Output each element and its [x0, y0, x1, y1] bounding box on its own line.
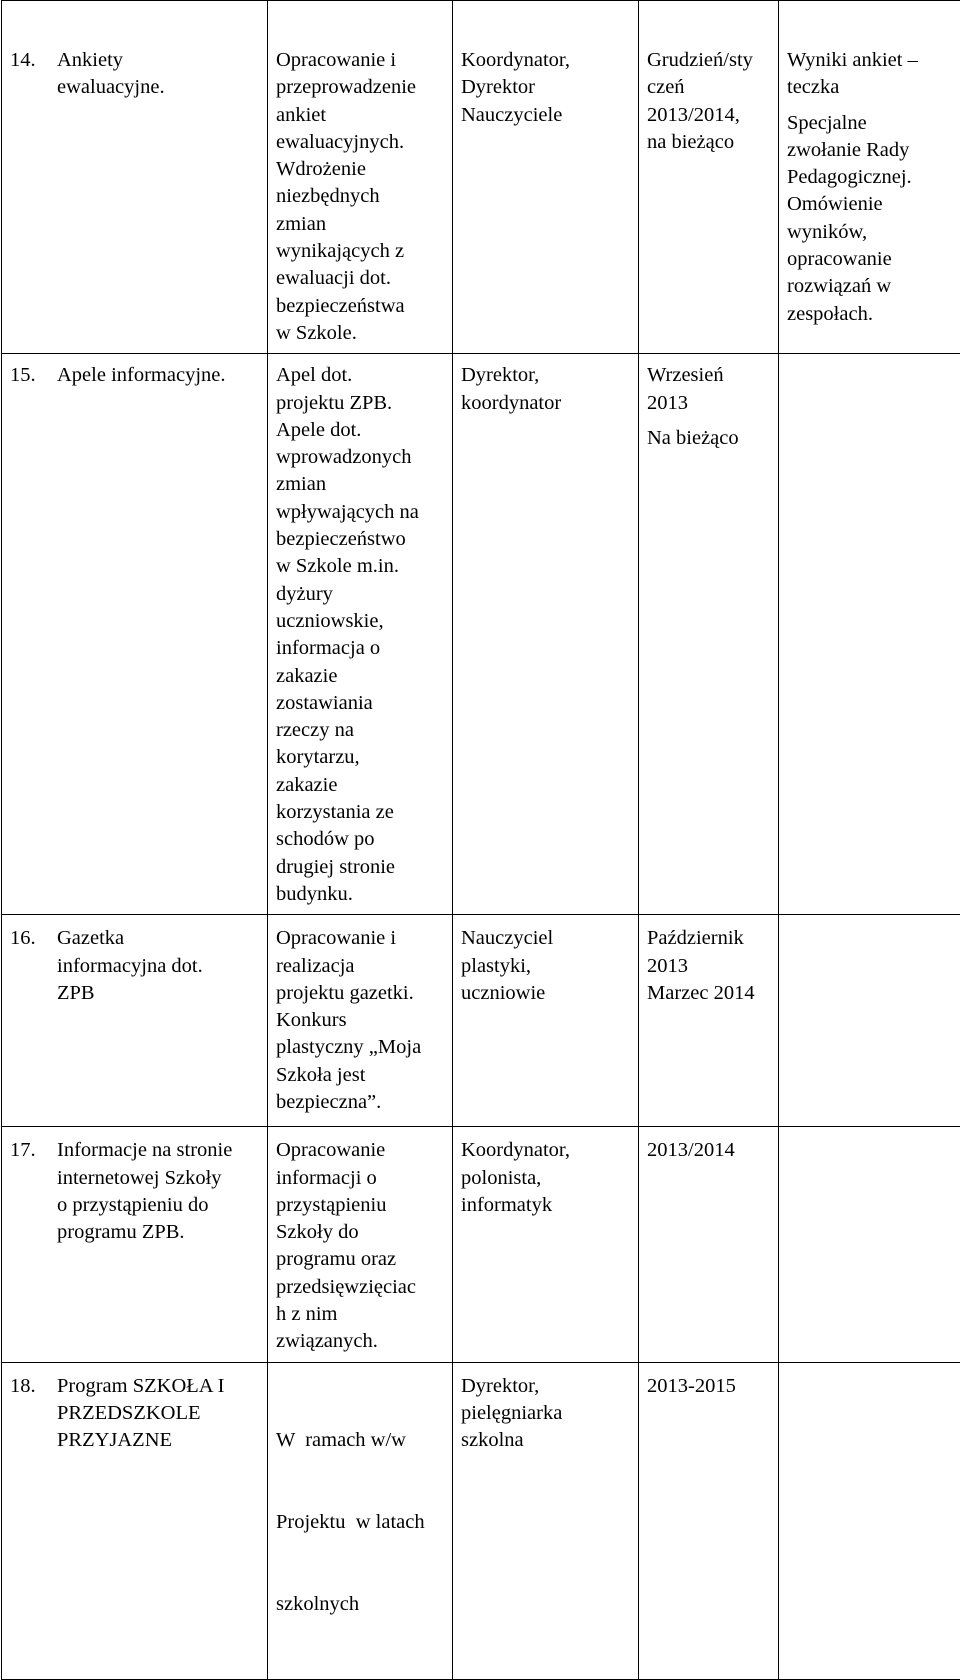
- actions-text: ewaluacji dot.: [276, 265, 444, 292]
- responsible-cell: [453, 1, 639, 354]
- responsible-text: koordynator: [461, 390, 630, 417]
- evaluation-text: opracowanie: [787, 246, 952, 273]
- responsible-text: polonista,: [461, 1165, 630, 1192]
- row-number: 18.: [10, 1373, 57, 1455]
- table-row: [2, 1127, 960, 1362]
- evaluation-cell: [779, 1362, 960, 1679]
- actions-text: w Szkole m.in.: [276, 553, 444, 580]
- row-number: 16.: [10, 925, 57, 1007]
- actions-text: informacji o: [276, 1165, 444, 1192]
- deadline-text: czeń: [647, 74, 770, 101]
- evaluation-text: Specjalne: [787, 110, 952, 137]
- actions-text: uczniowskie,: [276, 608, 444, 635]
- actions-text: projektu ZPB.: [276, 390, 444, 417]
- responsible-cell: [453, 915, 639, 1127]
- actions-text: realizacja: [276, 953, 444, 980]
- task-text: informacyjna dot.: [57, 953, 259, 980]
- task-text: internetowej Szkoły: [57, 1165, 259, 1192]
- evaluation-cell: [779, 915, 960, 1127]
- responsible-text: Dyrektor,: [461, 1373, 630, 1400]
- responsible-cell: [453, 1127, 639, 1362]
- responsible-text: pielęgniarka: [461, 1400, 630, 1427]
- evaluation-cell: [779, 354, 960, 915]
- deadline-text: Marzec 2014: [647, 980, 770, 1007]
- actions-text: Szkoła jest: [276, 1062, 444, 1089]
- evaluation-text: wyników,: [787, 219, 952, 246]
- task-cell: [2, 1, 268, 354]
- actions-text: bezpieczeństwa: [276, 293, 444, 320]
- responsible-text: Dyrektor: [461, 74, 630, 101]
- deadline-text: Grudzień/sty: [647, 47, 770, 74]
- actions-text: w Szkole.: [276, 320, 444, 347]
- deadline-cell: [639, 1362, 779, 1679]
- task-text: Gazetka: [57, 925, 259, 952]
- responsible-cell: [453, 354, 639, 915]
- responsible-text: Koordynator,: [461, 47, 630, 74]
- actions-text: przedsięwzięciac: [276, 1274, 444, 1301]
- actions-text: schodów po: [276, 826, 444, 853]
- responsible-text: uczniowie: [461, 980, 630, 1007]
- actions-text: Apel dot.: [276, 362, 444, 389]
- deadline-cell: [639, 354, 779, 915]
- evaluation-text: zespołach.: [787, 301, 952, 328]
- actions-text: Projektu w latach: [276, 1509, 444, 1536]
- task-text: Informacje na stronie: [57, 1137, 259, 1164]
- actions-text: Apele dot.: [276, 417, 444, 444]
- task-text: programu ZPB.: [57, 1219, 259, 1246]
- actions-cell: [268, 915, 453, 1127]
- deadline-text: Na bieżąco: [647, 425, 770, 452]
- actions-text: zostawiania: [276, 690, 444, 717]
- actions-text: korytarzu,: [276, 744, 444, 771]
- actions-cell: [268, 1127, 453, 1362]
- actions-text: W ramach w/w: [276, 1427, 444, 1454]
- evaluation-text: Pedagogicznej.: [787, 164, 952, 191]
- actions-text: niezbędnych: [276, 183, 444, 210]
- row-number: 17.: [10, 1137, 57, 1246]
- deadline-text: 2013: [647, 953, 770, 980]
- evaluation-cell: [779, 1127, 960, 1362]
- evaluation-text: rozwiązań w: [787, 273, 952, 300]
- responsible-cell: [453, 1362, 639, 1679]
- actions-text: wynikających z: [276, 238, 444, 265]
- responsible-text: plastyki,: [461, 953, 630, 980]
- actions-text: Opracowanie i: [276, 47, 444, 74]
- actions-text: Opracowanie i: [276, 925, 444, 952]
- task-text: PRZEDSZKOLE: [57, 1400, 259, 1427]
- responsible-text: szkolna: [461, 1427, 630, 1454]
- actions-text: zmian: [276, 211, 444, 238]
- actions-text: plastyczny „Moja: [276, 1034, 444, 1061]
- actions-text: przystąpieniu: [276, 1192, 444, 1219]
- actions-text: wprowadzonych: [276, 444, 444, 471]
- actions-text: Konkurs: [276, 1007, 444, 1034]
- actions-text: szkolnych: [276, 1591, 444, 1618]
- row-number: 14.: [10, 47, 57, 102]
- actions-text: h z nim: [276, 1301, 444, 1328]
- deadline-cell: [639, 1, 779, 354]
- responsible-text: Dyrektor,: [461, 362, 630, 389]
- actions-text: bezpieczeństwo: [276, 526, 444, 553]
- table-row: [2, 1362, 960, 1679]
- deadline-cell: [639, 1127, 779, 1362]
- actions-text: drugiej stronie: [276, 854, 444, 881]
- actions-text: programu oraz: [276, 1246, 444, 1273]
- evaluation-text: Wyniki ankiet –: [787, 47, 952, 74]
- deadline-text: 2013/2014: [647, 1137, 770, 1164]
- actions-cell: [268, 354, 453, 915]
- task-cell: [2, 354, 268, 915]
- table-row: [2, 1, 960, 354]
- evaluation-text: zwołanie Rady: [787, 137, 952, 164]
- actions-cell: [268, 1362, 453, 1679]
- actions-text: zakazie: [276, 772, 444, 799]
- task-cell: [2, 1127, 268, 1362]
- actions-text: wpływających na: [276, 499, 444, 526]
- actions-text: budynku.: [276, 881, 444, 908]
- responsible-text: Nauczyciel: [461, 925, 630, 952]
- actions-text: związanych.: [276, 1328, 444, 1355]
- actions-cell: [268, 1, 453, 354]
- task-cell: [2, 1362, 268, 1679]
- actions-text: projektu gazetki.: [276, 980, 444, 1007]
- actions-text: Szkoły do: [276, 1219, 444, 1246]
- task-text: ZPB: [57, 980, 259, 1007]
- responsible-text: informatyk: [461, 1192, 630, 1219]
- table-row: [2, 915, 960, 1127]
- actions-text: dyżury: [276, 581, 444, 608]
- task-text: Apele informacyjne.: [57, 362, 259, 389]
- actions-text: zakazie: [276, 663, 444, 690]
- task-text: PRZYJAZNE: [57, 1427, 259, 1454]
- actions-text: informacja o: [276, 635, 444, 662]
- actions-text: Opracowanie: [276, 1137, 444, 1164]
- evaluation-cell: [779, 1, 960, 354]
- actions-text: rzeczy na: [276, 717, 444, 744]
- deadline-cell: [639, 915, 779, 1127]
- task-text: Ankiety: [57, 47, 259, 74]
- actions-text: przeprowadzenie: [276, 74, 444, 101]
- deadline-text: 2013-2015: [647, 1373, 770, 1400]
- deadline-text: 2013/2014,: [647, 102, 770, 129]
- task-cell: [2, 915, 268, 1127]
- evaluation-text: Omówienie: [787, 191, 952, 218]
- actions-text: bezpieczna”.: [276, 1089, 444, 1116]
- responsible-text: Nauczyciele: [461, 102, 630, 129]
- action-plan-table: [1, 0, 960, 1680]
- task-text: Program SZKOŁA I: [57, 1373, 259, 1400]
- table-row: [2, 354, 960, 915]
- actions-text: ewaluacyjnych.: [276, 129, 444, 156]
- actions-text: zmian: [276, 471, 444, 498]
- actions-text: Wdrożenie: [276, 156, 444, 183]
- deadline-text: 2013: [647, 390, 770, 417]
- row-number: 15.: [10, 362, 57, 389]
- deadline-text: na bieżąco: [647, 129, 770, 156]
- deadline-text: Wrzesień: [647, 362, 770, 389]
- deadline-text: Październik: [647, 925, 770, 952]
- task-text: o przystąpieniu do: [57, 1192, 259, 1219]
- actions-text: korzystania ze: [276, 799, 444, 826]
- actions-text: ankiet: [276, 102, 444, 129]
- responsible-text: Koordynator,: [461, 1137, 630, 1164]
- evaluation-text: teczka: [787, 74, 952, 101]
- task-text: ewaluacyjne.: [57, 74, 259, 101]
